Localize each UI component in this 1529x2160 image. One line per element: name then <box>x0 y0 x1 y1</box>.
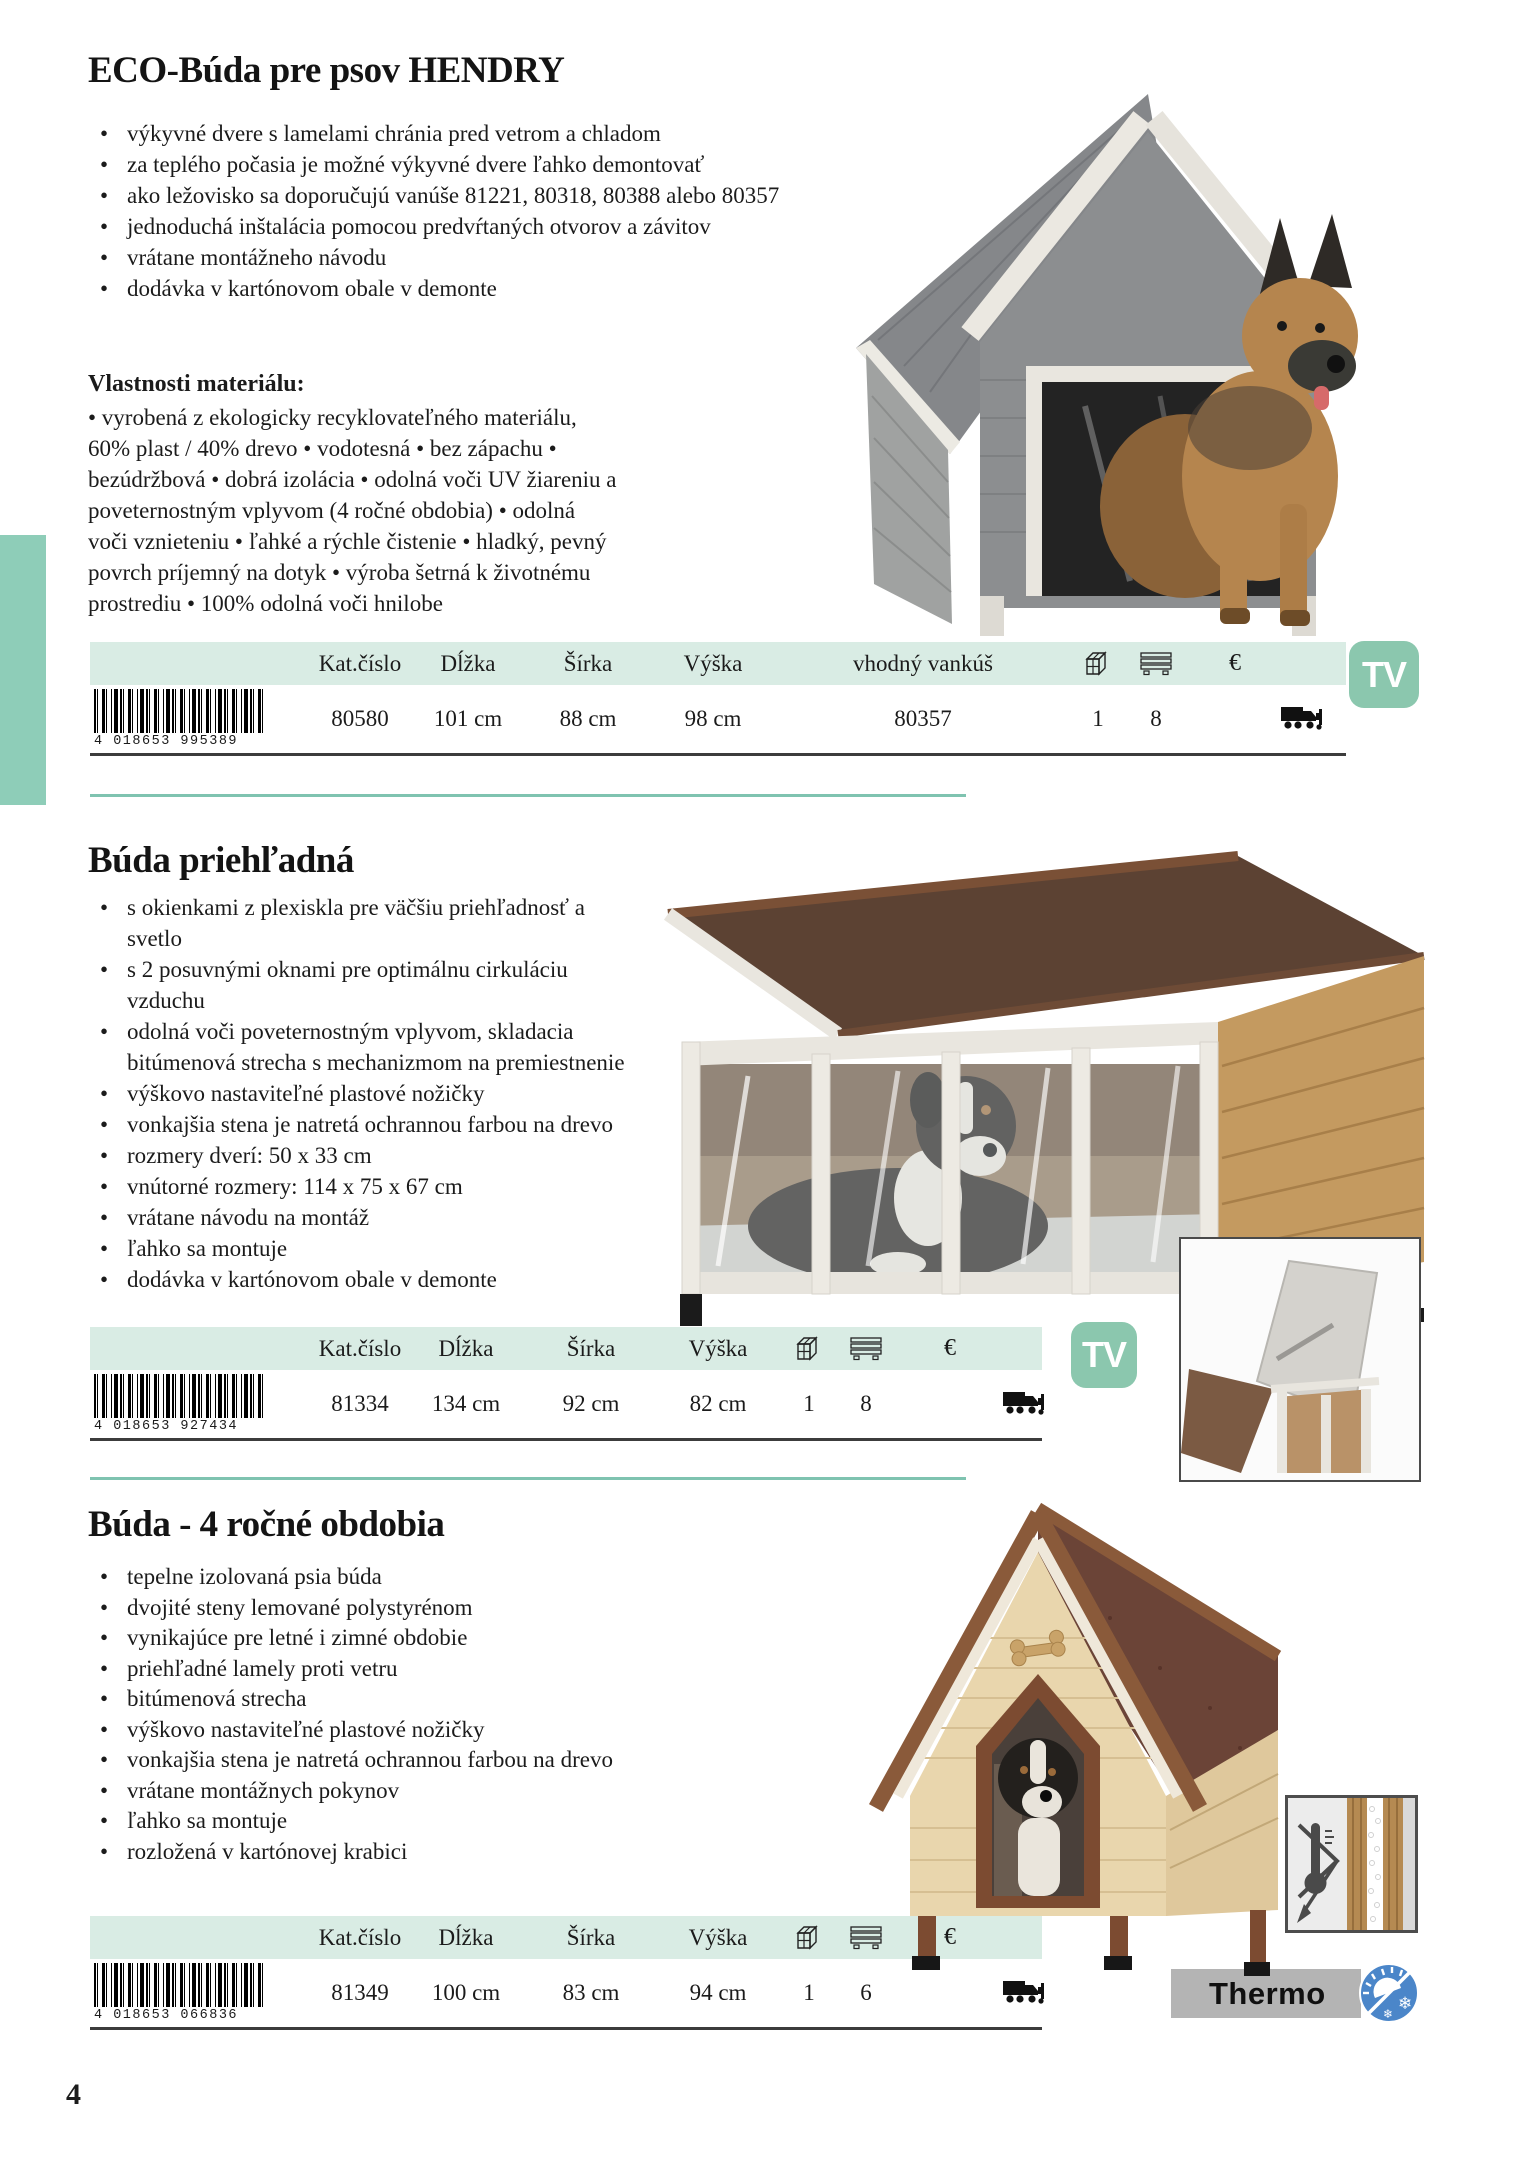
barcode-digits: 4 018653 066836 <box>94 2008 239 2023</box>
left-margin-bar <box>0 535 46 805</box>
bullet-item: • s 2 posuvnými oknami pre optimálnu cirkuláciu vzduchu <box>90 954 635 1016</box>
barcode-bars <box>94 689 266 733</box>
bullet-item: • ľahko sa montuje <box>90 1233 635 1264</box>
tv-badge-label: TV <box>1361 653 1406 695</box>
col-kat-cislo: Kat.číslo <box>318 1336 402 1361</box>
cell-vyska: 98 cm <box>684 706 742 731</box>
col-sirka: Šírka <box>563 651 613 676</box>
table-bottom-rule <box>90 753 1346 756</box>
cell-kat-cislo: 80580 <box>331 706 389 731</box>
cell-sirka: 92 cm <box>562 1391 620 1416</box>
section1-bullet-list <box>90 118 790 304</box>
cell-kat-cislo: 81334 <box>331 1391 389 1416</box>
bullet-item: • vonkajšia stena je natretá ochrannou farbou na drevo <box>90 1109 635 1140</box>
svg-text:❄: ❄ <box>1383 2007 1394 2021</box>
table-row <box>90 685 1346 753</box>
delivery-truck-icon <box>1280 703 1326 733</box>
delivery-truck-icon <box>1002 1388 1048 1418</box>
svg-text:❄: ❄ <box>1398 1994 1413 2014</box>
cell-pallet-qty: 8 <box>1150 706 1162 731</box>
section-divider <box>90 794 966 797</box>
bullet-item: • vnútorné rozmery: 114 x 75 x 67 cm <box>90 1171 635 1202</box>
col-sirka: Šírka <box>566 1336 616 1361</box>
table-bottom-rule <box>90 2027 1042 2030</box>
col-currency: € <box>944 1924 956 1950</box>
cell-sirka: 83 cm <box>562 1980 620 2005</box>
bullet-item: • vynikajúce pre letné i zimné obdobie <box>90 1623 690 1654</box>
section3-title: Búda - 4 ročné obdobia <box>88 1504 445 1545</box>
col-sirka: Šírka <box>566 1925 616 1950</box>
bullet-item: • dodávka v kartónovom obale v demonte <box>90 1264 635 1295</box>
cell-vhodny-vankus: 80357 <box>894 706 952 731</box>
cell-kat-cislo: 81349 <box>331 1980 389 2005</box>
carton-box-icon <box>1083 649 1113 679</box>
barcode <box>94 1374 266 1434</box>
col-dlzka: Dĺžka <box>440 651 496 676</box>
carton-box-icon <box>794 1334 824 1364</box>
bullet-item: • vrátane montážneho návodu <box>90 242 790 273</box>
bullet-item: • ako ležovisko sa doporučujú vanúše 81221, 80318, 80388 alebo 80357 <box>90 180 790 211</box>
col-vyska: Výška <box>683 651 743 676</box>
bullet-item: • dvojité steny lemované polystyrénom <box>90 1593 690 1624</box>
section2-bullet-list <box>90 892 635 1295</box>
cell-dlzka: 101 cm <box>433 706 503 731</box>
col-kat-cislo: Kat.číslo <box>318 651 402 676</box>
col-dlzka: Dĺžka <box>438 1336 494 1361</box>
cell-sirka: 88 cm <box>559 706 617 731</box>
inset-photo-roof-mechanism <box>1179 1237 1421 1482</box>
tv-badge <box>1349 641 1419 708</box>
product-photo-4-rocne-obdobia <box>780 1478 1290 1978</box>
material-properties-text: • vyrobená z ekologicky recyklovateľného materiálu, 60% plast / 40% drevo • vodotesná • bez zápachu • bezúdržbová • dobrá izolácia • odolná voči UV žiareniu a poveternostným vplyvom (4 ročné obdobia) • odolná voči vznieteniu • ľahké a rýchle čistenie • hladký, pevný povrch príjemný na dotyk • výroba šetrná k životnému prostrediu • 100% odolná voči hnilobe <box>88 405 617 616</box>
col-currency: € <box>1229 650 1241 676</box>
barcode-bars <box>94 1374 266 1418</box>
product-photo-hendry <box>830 36 1478 648</box>
page-number: 4 <box>66 2078 81 2111</box>
bullet-item: • rozložená v kartónovej krabici <box>90 1837 690 1868</box>
pallet-icon <box>849 1336 883 1362</box>
bullet-item: • dodávka v kartónovom obale v demonte <box>90 273 790 304</box>
bullet-item: • výškovo nastaviteľné plastové nožičky <box>90 1715 690 1746</box>
col-vyska: Výška <box>688 1925 748 1950</box>
cell-pallet-qty: 8 <box>860 1391 872 1416</box>
bullet-item: • s okienkami z plexiskla pre väčšiu priehľadnosť a svetlo <box>90 892 635 954</box>
delivery-truck-icon <box>1002 1977 1048 2007</box>
section3-bullet-list <box>90 1562 690 1867</box>
spec-table-hendry <box>90 642 1346 758</box>
bullet-item: • bitúmenová strecha <box>90 1684 690 1715</box>
bullet-item: • výškovo nastaviteľné plastové nožičky <box>90 1078 635 1109</box>
cell-carton-qty: 1 <box>803 1391 815 1416</box>
col-vyska: Výška <box>688 1336 748 1361</box>
bullet-item: • priehľadné lamely proti vetru <box>90 1654 690 1685</box>
barcode <box>94 1963 266 2023</box>
bullet-item: • vrátane montážnych pokynov <box>90 1776 690 1807</box>
bullet-item: • za teplého počasia je možné výkyvné dvere ľahko demontovať <box>90 149 790 180</box>
tv-badge-label: TV <box>1081 1334 1126 1375</box>
col-vhodny-vankus: vhodný vankúš <box>853 651 993 676</box>
col-currency: € <box>944 1335 956 1361</box>
cell-dlzka: 100 cm <box>431 1980 501 2005</box>
tv-badge <box>1071 1322 1137 1388</box>
col-dlzka: Dĺžka <box>438 1925 494 1950</box>
barcode-bars <box>94 1963 266 2007</box>
bullet-item: • ľahko sa montuje <box>90 1806 690 1837</box>
section1-title: ECO-Búda pre psov HENDRY <box>88 50 565 91</box>
thermometer-wall-diagram <box>1285 1795 1418 1933</box>
bullet-item: • vonkajšia stena je natretá ochrannou farbou na drevo <box>90 1745 690 1776</box>
bullet-item: • výkyvné dvere s lamelami chránia pred vetrom a chladom <box>90 118 790 149</box>
barcode-digits: 4 018653 927434 <box>94 1419 239 1434</box>
table-header <box>90 642 1346 685</box>
barcode <box>94 689 266 749</box>
thermo-badge-label: Thermo <box>1209 1975 1326 2011</box>
table-header <box>90 1327 1042 1370</box>
bullet-item: • odolná voči poveternostným vplyvom, skladacia bitúmenová strecha s mechanizmom na premiestnenie <box>90 1016 635 1078</box>
bullet-item: • jednoduchá inštalácia pomocou predvŕtaných otvorov a závitov <box>90 211 790 242</box>
sun-snowflake-icon <box>1358 1962 1420 2024</box>
cell-vyska: 94 cm <box>689 1980 747 2005</box>
bullet-item: • rozmery dverí: 50 x 33 cm <box>90 1140 635 1171</box>
material-properties-heading: Vlastnosti materiálu: <box>88 371 305 397</box>
spec-table-priehladna <box>90 1327 1042 1443</box>
table-row <box>90 1370 1042 1438</box>
cell-dlzka: 134 cm <box>431 1391 501 1416</box>
cell-carton-qty: 1 <box>1092 706 1104 731</box>
section2-title: Búda priehľadná <box>88 840 354 881</box>
col-kat-cislo: Kat.číslo <box>318 1925 402 1950</box>
cell-carton-qty: 1 <box>803 1980 815 2005</box>
bullet-item: • tepelne izolovaná psia búda <box>90 1562 690 1593</box>
cell-vyska: 82 cm <box>689 1391 747 1416</box>
bullet-item: • vrátane návodu na montáž <box>90 1202 635 1233</box>
pallet-icon <box>1139 651 1173 677</box>
barcode-digits: 4 018653 995389 <box>94 734 239 749</box>
table-bottom-rule <box>90 1438 1042 1441</box>
cell-pallet-qty: 6 <box>860 1980 872 2005</box>
